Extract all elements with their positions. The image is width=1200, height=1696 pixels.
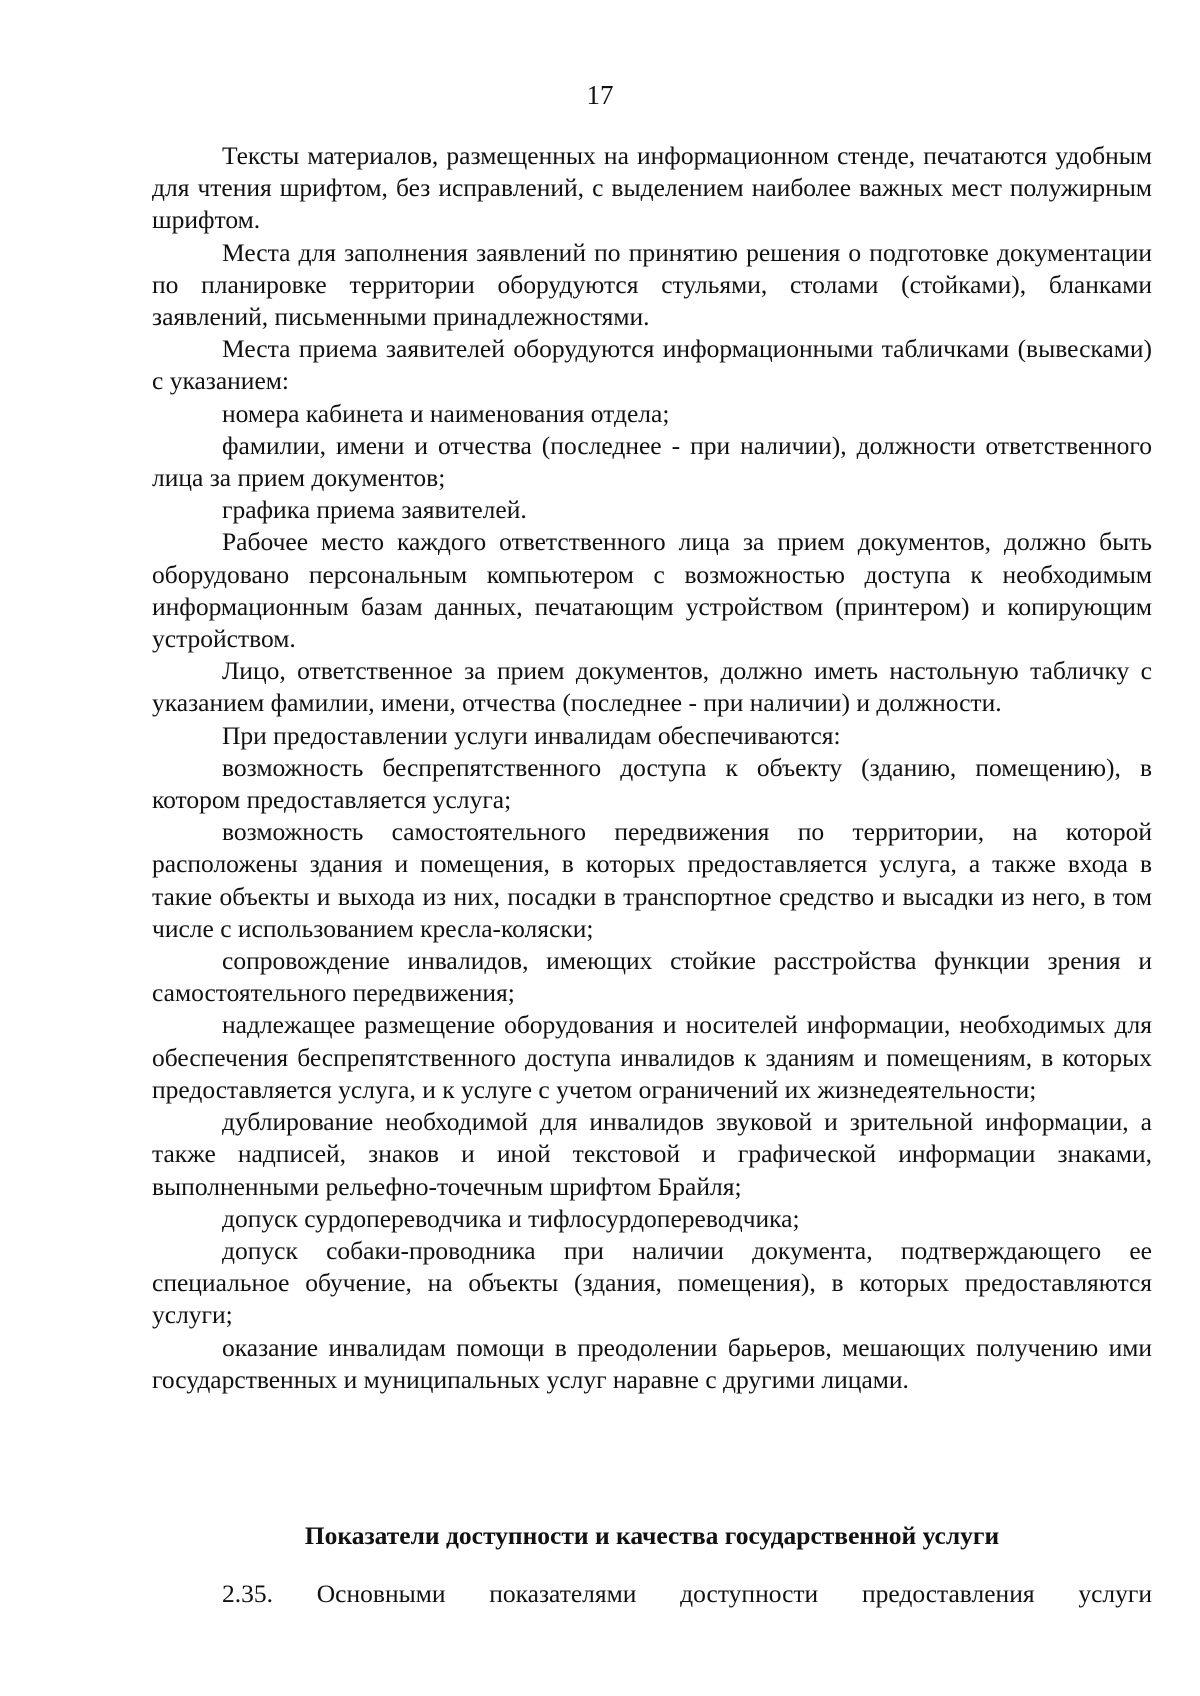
- list-item: дублирование необходимой для инвалидов звуковой и зрительной информации, а также надписей, знаков и иной текстовой и графической информации знаками, выполненными рельефно-точечным шрифтом Брайля;: [152, 1107, 1152, 1201]
- section-first-line: 2.35. Основными показателями доступности предоставления услуги: [222, 1579, 1152, 1608]
- page-number: 17: [586, 80, 614, 110]
- paragraph: Рабочее место каждого ответственного лица за прием документов, должно быть оборудовано персональным компьютером с возможностью доступа к необходимым информационным базам данных, печатающим устройством (принтером) и копирующим устройством.: [152, 527, 1152, 654]
- list-item: оказание инвалидам помощи в преодолении барьеров, мешающих получению ими государственных и муниципальных услуг наравне с другими лицами.: [152, 1332, 1152, 1394]
- paragraph: Места для заполнения заявлений по принятию решения о подготовке документации по планировке территории оборудуются стульями, столами (стойками), бланками заявлений, письменными принадлежностями.: [152, 237, 1152, 332]
- body-text: [152, 140, 1152, 1396]
- list-item: допуск собаки-проводника при наличии документа, подтверждающего ее специальное обучение, на объекты (здания, помещения), в которых предоставляются услуги;: [152, 1235, 1152, 1330]
- paragraph: Лицо, ответственное за прием документов, должно иметь настольную табличку с указанием фамилии, имени, отчества (последнее - при наличии) и должности.: [152, 656, 1152, 718]
- list-item: надлежащее размещение оборудования и носителей информации, необходимых для обеспечения беспрепятственного доступа инвалидов к зданиям и помещениям, в которых предоставляется услуга, и к услуге с учетом ограничений их жизнедеятельности;: [152, 1010, 1152, 1104]
- list-item: графика приема заявителей.: [222, 495, 527, 525]
- paragraph: Места приема заявителей оборудуются информационными табличками (вывесками) с указанием:: [152, 334, 1152, 396]
- list-item: возможность самостоятельного передвижения по территории, на которой расположены здания и помещения, в которых предоставляется услуга, а также входа в такие объекты и выхода из них, посадки в транспортное средство и высадки из него, в том числе с использованием кресла-коляски;: [152, 817, 1152, 943]
- list-item: фамилии, имени и отчества (последнее - при наличии), должности ответственного лица за прием документов;: [152, 430, 1152, 493]
- section-heading: Показатели доступности и качества государственной услуги: [304, 1521, 1000, 1550]
- paragraph: Тексты материалов, размещенных на информационном стенде, печатаются удобным для чтения шрифтом, без исправлений, с выделением наиболее важных мест полужирным шрифтом.: [152, 141, 1152, 235]
- list-item: номера кабинета и наименования отдела;: [222, 398, 670, 428]
- list-item: допуск сурдопереводчика и тифлосурдопереводчика;: [222, 1203, 800, 1233]
- list-item: сопровождение инвалидов, имеющих стойкие расстройства функции зрения и самостоятельного передвижения;: [152, 946, 1152, 1008]
- list-item: возможность беспрепятственного доступа к объекту (зданию, помещению), в котором предоставляется услуга;: [152, 752, 1152, 815]
- paragraph: При предоставлении услуги инвалидам обеспечиваются:: [222, 720, 841, 750]
